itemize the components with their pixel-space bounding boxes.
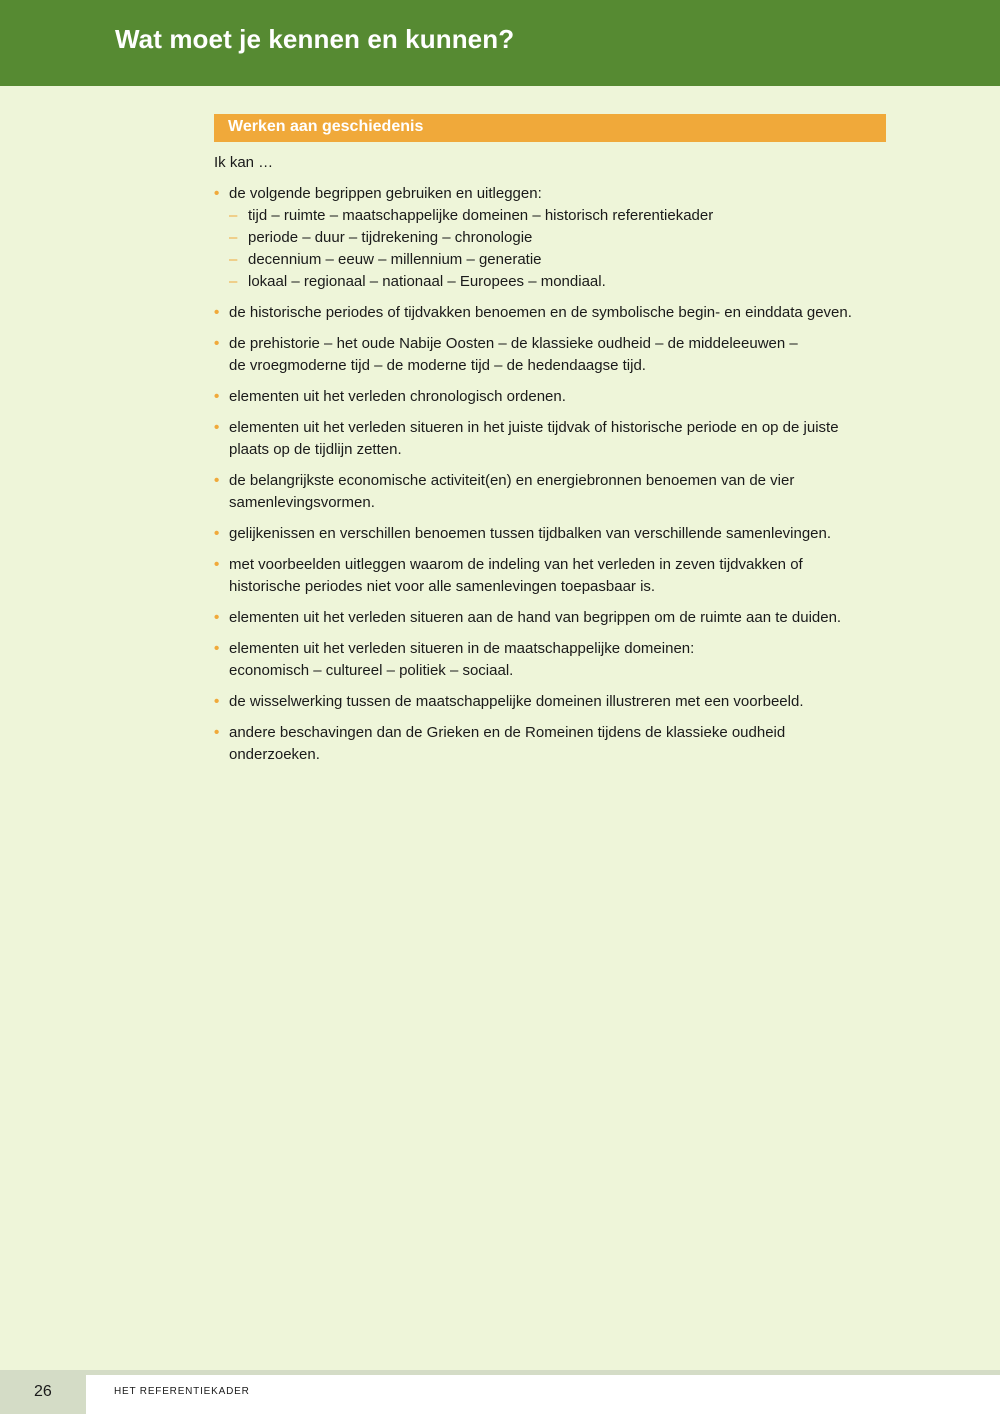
goal-text: gelijkenissen en verschillen benoemen tussen tijdbalken van verschillende samenlevingen. xyxy=(229,525,832,542)
dash-icon: – xyxy=(229,273,238,290)
term-item xyxy=(229,271,894,293)
content-area xyxy=(214,152,894,775)
goal-text: de vroegmoderne tijd – de moderne tijd – de hedendaagse tijd. xyxy=(229,357,646,374)
goal-text: economisch – cultureel – politiek – sociaal. xyxy=(229,662,514,679)
dash-icon: – xyxy=(229,251,238,268)
goal-text: elementen uit het verleden situeren in de maatschappelijke domeinen: xyxy=(229,640,695,657)
goal-item xyxy=(214,523,894,545)
bullet-icon: • xyxy=(214,185,220,202)
goal-item xyxy=(214,386,894,408)
bullet-icon: • xyxy=(214,419,220,436)
term-text: periode – duur – tijdrekening – chronologie xyxy=(248,229,533,246)
goal-item xyxy=(214,302,894,324)
goal-item xyxy=(214,183,894,293)
goal-text: de prehistorie – het oude Nabije Oosten – de klassieke oudheid – de middeleeuwen – xyxy=(229,335,798,352)
goal-text: de volgende begrippen gebruiken en uitleggen: xyxy=(229,185,542,202)
bullet-icon: • xyxy=(214,556,220,573)
term-item xyxy=(229,227,894,249)
term-item xyxy=(229,205,894,227)
bullet-icon: • xyxy=(214,388,220,405)
term-text: tijd – ruimte – maatschappelijke domeinen – historisch referentiekader xyxy=(248,207,714,224)
bullet-icon: • xyxy=(214,472,220,489)
goal-item xyxy=(214,638,894,682)
page-number-box xyxy=(0,1375,86,1414)
goal-item xyxy=(214,417,894,461)
bullet-icon: • xyxy=(214,335,220,352)
goal-text: de historische periodes of tijdvakken benoemen en de symbolische begin- en einddata geven. xyxy=(229,304,852,321)
goal-text: de belangrijkste economische activiteit(en) en energiebronnen benoemen van de vier xyxy=(229,472,795,489)
bullet-icon: • xyxy=(214,693,220,710)
goal-item xyxy=(214,691,894,713)
footer-bar xyxy=(86,1375,1000,1414)
goal-list xyxy=(214,183,894,766)
term-item xyxy=(229,249,894,271)
bullet-icon: • xyxy=(214,724,220,741)
goal-text: samenlevingsvormen. xyxy=(229,494,375,511)
bullet-icon: • xyxy=(214,609,220,626)
goal-item xyxy=(214,607,894,629)
goal-text: elementen uit het verleden chronologisch ordenen. xyxy=(229,388,566,405)
goal-text: met voorbeelden uitleggen waarom de indeling van het verleden in zeven tijdvakken of xyxy=(229,556,803,573)
dash-icon: – xyxy=(229,229,238,246)
goal-text: andere beschavingen dan de Grieken en de Romeinen tijdens de klassieke oudheid xyxy=(229,724,786,741)
intro-text: Ik kan … xyxy=(214,154,274,171)
goal-text: onderzoeken. xyxy=(229,746,320,763)
section-title: Werken aan geschiedenis xyxy=(228,118,424,135)
bullet-icon: • xyxy=(214,525,220,542)
goal-item xyxy=(214,722,894,766)
goal-item xyxy=(214,333,894,377)
goal-text: de wisselwerking tussen de maatschappelijke domeinen illustreren met een voorbeeld. xyxy=(229,693,804,710)
term-sublist xyxy=(229,205,894,293)
page-number: 26 xyxy=(34,1383,52,1400)
term-text: lokaal – regionaal – nationaal – Europees – mondiaal. xyxy=(248,273,606,290)
section-heading-bar xyxy=(214,114,886,142)
goal-text: plaats op de tijdlijn zetten. xyxy=(229,441,402,458)
header-bar xyxy=(0,0,1000,86)
goal-text: elementen uit het verleden situeren in het juiste tijdvak of historische periode en op de juiste xyxy=(229,419,839,436)
page-title: Wat moet je kennen en kunnen? xyxy=(115,24,515,54)
goal-item xyxy=(214,554,894,598)
goal-text: historische periodes niet voor alle samenlevingen toepasbaar is. xyxy=(229,578,656,595)
bullet-icon: • xyxy=(214,640,220,657)
dash-icon: – xyxy=(229,207,238,224)
running-title: HET REFERENTIEKADER xyxy=(114,1386,250,1397)
bullet-icon: • xyxy=(214,304,220,321)
goal-text: elementen uit het verleden situeren aan de hand van begrippen om de ruimte aan te duiden. xyxy=(229,609,842,626)
term-text: decennium – eeuw – millennium – generatie xyxy=(248,251,542,268)
goal-item xyxy=(214,470,894,514)
